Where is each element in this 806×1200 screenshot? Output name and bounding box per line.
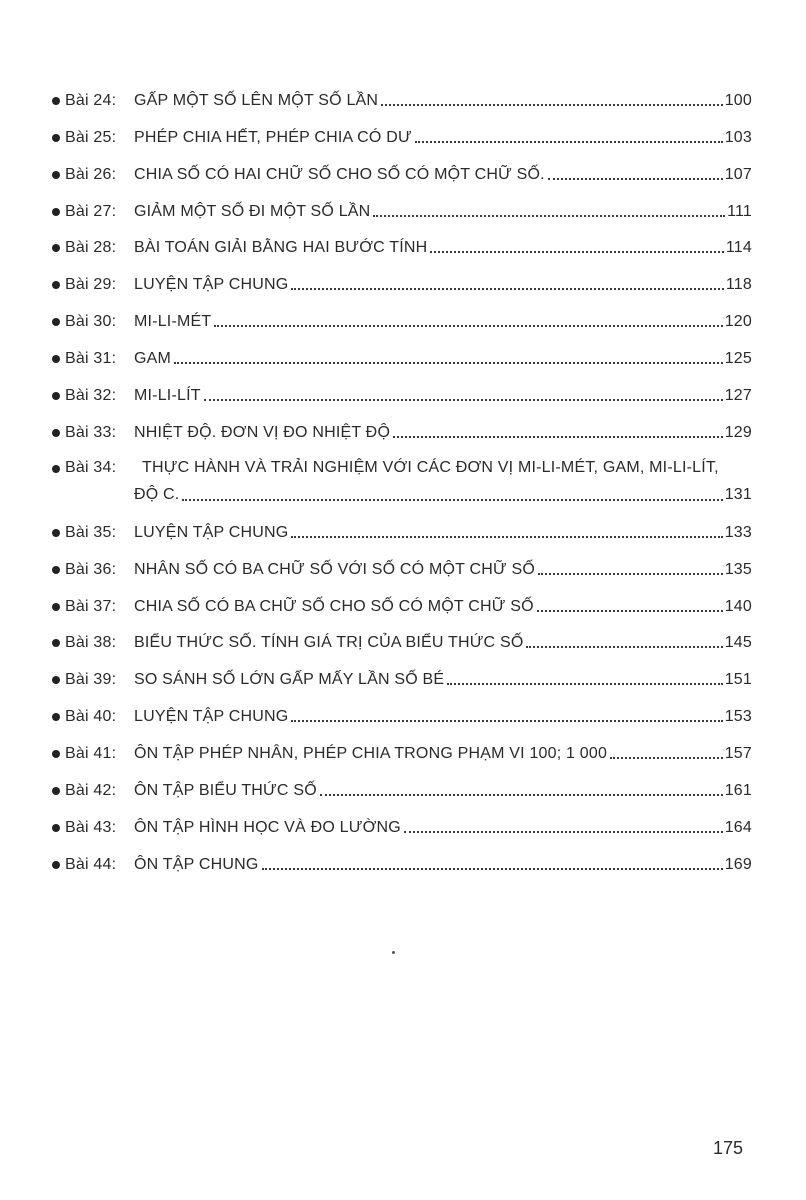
bullet-icon: [52, 281, 60, 289]
dot-leader: [415, 141, 723, 143]
toc-entry-30: [52, 293, 752, 330]
lesson-title: LUYỆN TẬP CHUNG: [134, 523, 289, 541]
page-ref: 127: [724, 387, 752, 405]
bullet-icon: [52, 429, 60, 437]
toc-entry-41: [52, 725, 752, 762]
page-ref: 169: [724, 855, 752, 873]
dot-leader: [538, 573, 723, 575]
table-of-contents: [52, 72, 752, 873]
lesson-title: BÀI TOÁN GIẢI BẰNG HAI BƯỚC TÍNH: [134, 239, 428, 257]
lesson-label: Bài 36:: [65, 560, 117, 578]
bullet-icon: [52, 713, 60, 721]
page-number: 175: [713, 1138, 744, 1158]
lesson-title: GẤP MỘT SỐ LÊN MỘT SỐ LẦN: [134, 91, 379, 109]
page-ref: 140: [724, 597, 752, 615]
dot-leader: [204, 399, 723, 401]
page-ref: 111: [727, 202, 752, 220]
lesson-label: Bài 35:: [65, 523, 117, 541]
toc-entry-29: [52, 256, 752, 293]
toc-entry-40: [52, 688, 752, 725]
page-ref: 125: [724, 350, 752, 368]
toc-entry-37: [52, 578, 752, 615]
page-ref: 114: [725, 239, 752, 257]
toc-entry-31: [52, 330, 752, 367]
dot-leader: [610, 757, 723, 759]
lesson-label: Bài 30:: [65, 313, 117, 331]
lesson-title: ÔN TẬP CHUNG: [134, 855, 259, 873]
lesson-label: Bài 34:: [65, 458, 117, 476]
lesson-title: LUYỆN TẬP CHUNG: [134, 708, 289, 726]
dot-leader: [526, 646, 722, 648]
print-speck: [392, 951, 395, 954]
toc-entry-42: [52, 762, 752, 799]
lesson-label: Bài 44:: [65, 855, 117, 873]
page-ref: 153: [724, 708, 752, 726]
lesson-title: ÔN TẬP HÌNH HỌC VÀ ĐO LƯỜNG: [134, 818, 401, 836]
lesson-title: CHIA SỐ CÓ HAI CHỮ SỐ CHO SỐ CÓ MỘT CHỮ SỐ.: [134, 165, 545, 183]
lesson-label: Bài 38:: [65, 634, 117, 652]
page-ref: 103: [724, 128, 752, 146]
lesson-label: Bài 32:: [65, 387, 117, 405]
lesson-title: BIỂU THỨC SỐ. TÍNH GIÁ TRỊ CỦA BIỂU THỨC SỐ: [134, 634, 524, 652]
bullet-icon: [52, 603, 60, 611]
toc-entry-35: [52, 504, 752, 541]
toc-entry-38: [52, 615, 752, 652]
bullet-icon: [52, 676, 60, 684]
bullet-icon: [52, 787, 60, 795]
lesson-label: Bài 31:: [65, 350, 117, 368]
toc-entry-32: [52, 367, 752, 404]
bullet-icon: [52, 566, 60, 574]
bullet-icon: [52, 861, 60, 869]
page-ref: 145: [724, 634, 752, 652]
lesson-title: CHIA SỐ CÓ BA CHỮ SỐ CHO SỐ CÓ MỘT CHỮ SỐ: [134, 597, 534, 615]
lesson-label: Bài 41:: [65, 745, 117, 763]
dot-leader: [381, 104, 723, 106]
lesson-label: Bài 42:: [65, 782, 117, 800]
lesson-title: ÔN TẬP PHÉP NHÂN, PHÉP CHIA TRONG PHẠM VI 100; 1 000: [134, 745, 608, 763]
dot-leader: [447, 683, 722, 685]
toc-entry-39: [52, 651, 752, 688]
lesson-label: Bài 37:: [65, 597, 117, 615]
page-ref: 100: [724, 91, 752, 109]
bullet-icon: [52, 392, 60, 400]
bullet-icon: [52, 171, 60, 179]
page-ref: 129: [724, 423, 752, 441]
toc-entry-44: [52, 836, 752, 873]
lesson-title: LUYỆN TẬP CHUNG: [134, 276, 289, 294]
toc-entry-28: [52, 220, 752, 257]
page-ref: 118: [725, 276, 752, 294]
dot-leader: [182, 499, 722, 501]
lesson-label: Bài 40:: [65, 708, 117, 726]
lesson-title: NHIỆT ĐỘ. ĐƠN VỊ ĐO NHIỆT ĐỘ: [134, 423, 391, 441]
lesson-label: Bài 29:: [65, 276, 117, 294]
page-ref: 107: [724, 165, 752, 183]
toc-entry-43: [52, 799, 752, 836]
lesson-title-line2: ĐỘ C.: [134, 485, 180, 503]
dot-leader: [291, 288, 723, 290]
lesson-title: GAM: [134, 350, 172, 368]
bullet-icon: [52, 465, 60, 473]
dot-leader: [373, 215, 725, 217]
lesson-title: ÔN TẬP BIỂU THỨC SỐ: [134, 782, 317, 800]
lesson-title: SO SÁNH SỐ LỚN GẤP MẤY LẦN SỐ BÉ: [134, 671, 445, 689]
dot-leader: [214, 325, 722, 327]
lesson-title: PHÉP CHIA HẾT, PHÉP CHIA CÓ DƯ: [134, 128, 412, 146]
lesson-label: Bài 33:: [65, 423, 117, 441]
bullet-icon: [52, 208, 60, 216]
bullet-icon: [52, 318, 60, 326]
lesson-title: NHÂN SỐ CÓ BA CHỮ SỐ VỚI SỐ CÓ MỘT CHỮ SỐ: [134, 560, 536, 578]
toc-entry-27: [52, 183, 752, 220]
dot-leader: [393, 436, 723, 438]
bullet-icon: [52, 750, 60, 758]
bullet-icon: [52, 97, 60, 105]
page-ref: 151: [724, 671, 752, 689]
bullet-icon: [52, 824, 60, 832]
lesson-title: GIẢM MỘT SỐ ĐI MỘT SỐ LẦN: [134, 202, 371, 220]
dot-leader: [430, 251, 723, 253]
lesson-label: Bài 43:: [65, 818, 117, 836]
bullet-icon: [52, 134, 60, 142]
dot-leader: [262, 868, 723, 870]
page-ref: 161: [724, 782, 752, 800]
lesson-title: MI-LI-MÉT: [134, 313, 212, 331]
dot-leader: [291, 720, 722, 722]
page-ref: 133: [724, 523, 752, 541]
toc-entry-34: [52, 441, 752, 504]
lesson-label: Bài 25:: [65, 128, 117, 146]
bullet-icon: [52, 639, 60, 647]
toc-entry-24: [52, 72, 752, 109]
dot-leader: [537, 610, 723, 612]
toc-entry-25: [52, 109, 752, 146]
page-ref: 135: [724, 560, 752, 578]
dot-leader: [404, 831, 723, 833]
page-ref: 120: [724, 313, 752, 331]
lesson-label: Bài 39:: [65, 671, 117, 689]
page-ref: 131: [724, 485, 752, 503]
lesson-label: Bài 24:: [65, 91, 117, 109]
lesson-label: Bài 28:: [65, 239, 117, 257]
lesson-title-line1: THỰC HÀNH VÀ TRẢI NGHIỆM VỚI CÁC ĐƠN VỊ MI-LI-MÉT, GAM, MI-LI-LÍT,: [142, 458, 719, 476]
dot-leader: [548, 178, 723, 180]
lesson-label: Bài 27:: [65, 202, 117, 220]
page-ref: 157: [724, 745, 752, 763]
dot-leader: [320, 794, 723, 796]
lesson-title: MI-LI-LÍT: [134, 387, 201, 405]
bullet-icon: [52, 529, 60, 537]
toc-entry-26: [52, 146, 752, 183]
lesson-label: Bài 26:: [65, 165, 117, 183]
dot-leader: [291, 536, 722, 538]
page-ref: 164: [724, 818, 752, 836]
bullet-icon: [52, 244, 60, 252]
dot-leader: [174, 362, 723, 364]
bullet-icon: [52, 355, 60, 363]
toc-entry-33: [52, 404, 752, 441]
toc-entry-36: [52, 541, 752, 578]
